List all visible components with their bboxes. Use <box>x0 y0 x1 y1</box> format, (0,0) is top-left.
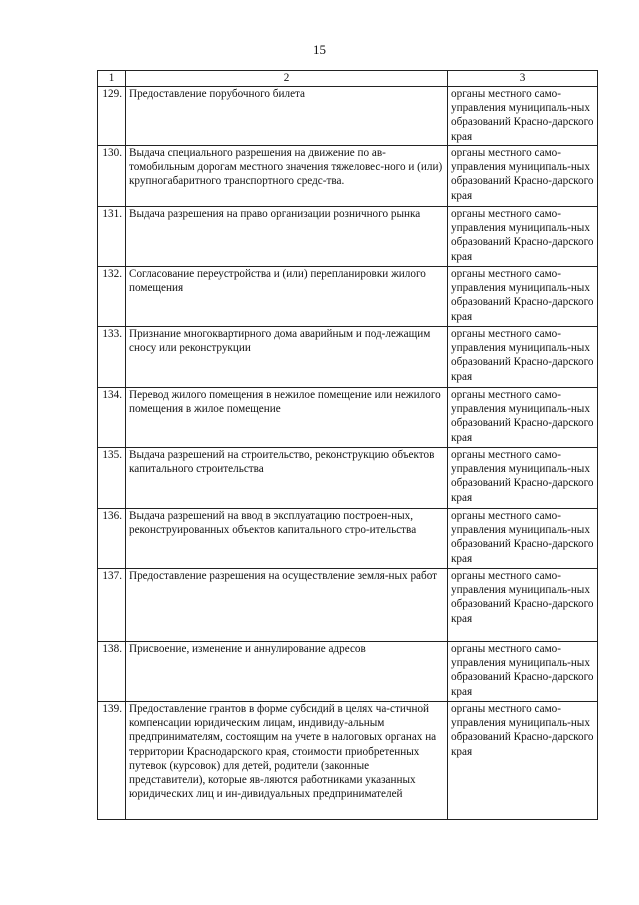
column-header-1: 1 <box>98 71 126 87</box>
page-number: 15 <box>313 42 326 57</box>
table-row <box>98 642 598 702</box>
row-number: 133. <box>98 327 126 388</box>
row-number: 134. <box>98 388 126 448</box>
table-row <box>98 207 598 267</box>
column-header-3: 3 <box>448 71 598 87</box>
responsible-body: органы местного само-управления муниципаль-ных образований Красно-дарского края <box>448 642 598 702</box>
row-number: 136. <box>98 509 126 569</box>
responsible-body: органы местного само-управления муниципаль-ных образований Красно-дарского края <box>448 388 598 448</box>
row-number: 135. <box>98 448 126 509</box>
service-description: Согласование переустройства и (или) перепланировки жилого помещения <box>126 267 448 327</box>
table-header-row <box>98 71 598 87</box>
service-description: Предоставление порубочного билета <box>126 87 448 146</box>
table-row <box>98 146 598 207</box>
table-row <box>98 448 598 509</box>
responsible-body: органы местного само-управления муниципаль-ных образований Красно-дарского края <box>448 702 598 820</box>
responsible-body: органы местного само-управления муниципаль-ных образований Красно-дарского края <box>448 267 598 327</box>
service-description: Предоставление грантов в форме субсидий в целях ча-стичной компенсации юридическим лицам, индивиду-альным предпринимателям, состоящим на учете в налоговых органах на территории Краснодарского края, стоимости приобретенных путевок (курсовок) для детей, родители (законные представители), которые яв-ляются работниками указанных юридических лиц и ин-дивидуальных предпринимателей <box>126 702 448 820</box>
row-number: 138. <box>98 642 126 702</box>
responsible-body: органы местного само-управления муниципаль-ных образований Красно-дарского края <box>448 569 598 642</box>
service-description: Присвоение, изменение и аннулирование адресов <box>126 642 448 702</box>
service-description: Выдача разрешений на ввод в эксплуатацию построен-ных, реконструированных объектов капитального стро-ительства <box>126 509 448 569</box>
table-row <box>98 327 598 388</box>
row-number: 130. <box>98 146 126 207</box>
service-description: Выдача разрешений на строительство, реконструкцию объектов капитального строительства <box>126 448 448 509</box>
table-row <box>98 388 598 448</box>
table-row <box>98 569 598 642</box>
responsible-body: органы местного само-управления муниципаль-ных образований Красно-дарского края <box>448 207 598 267</box>
responsible-body: органы местного само-управления муниципаль-ных образований Красно-дарского края <box>448 87 598 146</box>
service-description: Перевод жилого помещения в нежилое помещение или нежилого помещения в жилое помещение <box>126 388 448 448</box>
table-row <box>98 702 598 820</box>
service-description: Выдача специального разрешения на движение по ав-томобильным дорогам местного значения тяжеловес-ного и (или) крупногабаритного транспортного средс-тва. <box>126 146 448 207</box>
service-description: Предоставление разрешения на осуществление земля-ных работ <box>126 569 448 642</box>
table-row <box>98 509 598 569</box>
service-description: Выдача разрешения на право организации розничного рынка <box>126 207 448 267</box>
column-header-2: 2 <box>126 71 448 87</box>
responsible-body: органы местного само-управления муниципаль-ных образований Красно-дарского края <box>448 448 598 509</box>
row-number: 137. <box>98 569 126 642</box>
responsible-body: органы местного само-управления муниципаль-ных образований Красно-дарского края <box>448 327 598 388</box>
services-table <box>97 70 598 820</box>
table-row <box>98 87 598 146</box>
service-description: Признание многоквартирного дома аварийным и под-лежащим сносу или реконструкции <box>126 327 448 388</box>
row-number: 131. <box>98 207 126 267</box>
responsible-body: органы местного само-управления муниципаль-ных образований Красно-дарского края <box>448 146 598 207</box>
row-number: 139. <box>98 702 126 820</box>
responsible-body: органы местного само-управления муниципаль-ных образований Красно-дарского края <box>448 509 598 569</box>
row-number: 129. <box>98 87 126 146</box>
table-row <box>98 267 598 327</box>
row-number: 132. <box>98 267 126 327</box>
